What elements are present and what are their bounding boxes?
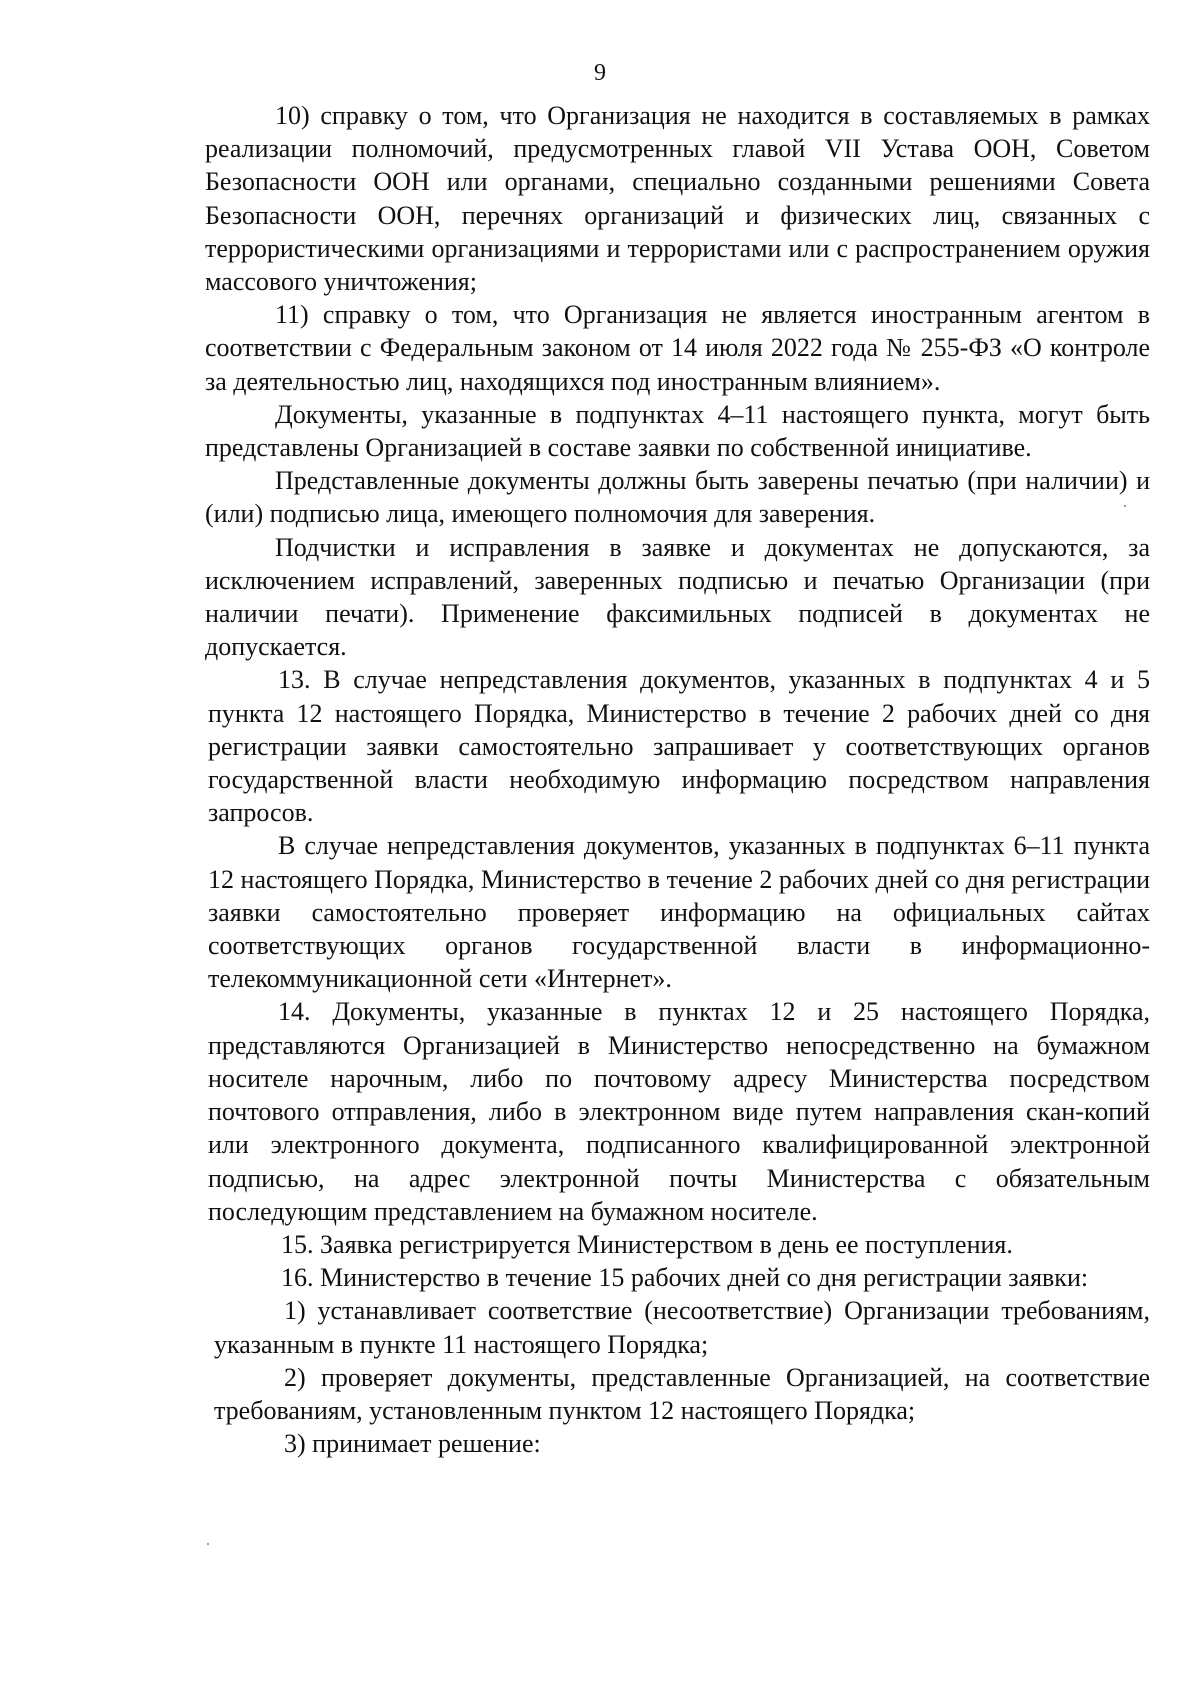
document-body xyxy=(205,99,1150,1460)
paragraph-documents-optional: Документы, указанные в подпунктах 4–11 настоящего пункта, могут быть представлены Организацией в составе заявки по собственной инициативе. xyxy=(205,399,1150,463)
scan-speck xyxy=(207,1543,209,1545)
paragraph-clause-15: 15. Заявка регистрируется Министерством в день ее поступления. xyxy=(281,1229,1013,1259)
paragraph-subitem-2: 2) проверяет документы, представленные Организацией, на соответствие требованиям, установленным пунктом 12 настоящего Порядка; xyxy=(214,1362,1150,1425)
paragraph-clause-14: 14. Документы, указанные в пунктах 12 и 25 настоящего Порядка, представляются Организацией в Министерство непосредственно на бумажном носителе нарочным, либо по почтовому адресу Министерства посредством почтового отправления, либо в электронном виде путем направления скан-копий или электронного документа, подписанного квалифицированной электронной подписью, на адрес электронной почты Министерства с обязательным последующим представлением на бумажном носителе. xyxy=(208,997,1150,1226)
paragraph-clause-13: 13. В случае непредставления документов, указанных в подпунктах 4 и 5 пункта 12 настоящего Порядка, Министерство в течение 2 рабочих дней со дня регистрации заявки самостоятельно запрашивает у соответствующих органов государственной власти необходимую информацию посредством направления запросов. xyxy=(208,665,1150,828)
paragraph-certification: Представленные документы должны быть заверены печатью (при наличии) и (или) подписью лица, имеющего полномочия для заверения. xyxy=(205,466,1150,529)
paragraph-item-11: 11) справку о том, что Организация не является иностранным агентом в соответствии с Федеральным законом от 14 июля 2022 года № 255-ФЗ «О контроле за деятельностью лиц, находящихся под иностранным влиянием». xyxy=(205,300,1150,396)
paragraph-subitem-3: 3) принимает решение: xyxy=(284,1429,541,1459)
paragraph-corrections: Подчистки и исправления в заявке и документах не допускаются, за исключением исправлений, заверенных подписью и печатью Организации (при наличии печати). Применение факсимильных подписей в документах не допускается. xyxy=(205,532,1150,662)
scan-speck xyxy=(1124,505,1126,507)
paragraph-clause-13-continued: В случае непредставления документов, указанных в подпунктах 6–11 пункта 12 настоящего Порядка, Министерство в течение 2 рабочих дней со дня регистрации заявки самостоятельно проверяет информацию на официальных сайтах соответствующих органов государственной власти в информационно-телекоммуникационной сети «Интернет». xyxy=(208,831,1150,994)
paragraph-item-10: 10) справку о том, что Организация не находится в составляемых в рамках реализации полномочий, предусмотренных главой VII Устава ООН, Советом Безопасности ООН или органами, специально созданными решениями Совета Безопасности ООН, перечнях организаций и физических лиц, связанных с террористическими организациями и террористами или с распространением оружия массового уничтожения; xyxy=(205,101,1150,297)
paragraph-subitem-1: 1) устанавливает соответствие (несоответствие) Организации требованиям, указанным в пункте 11 настоящего Порядка; xyxy=(214,1296,1150,1359)
page-number: 9 xyxy=(594,60,606,86)
paragraph-clause-16: 16. Министерство в течение 15 рабочих дней со дня регистрации заявки: xyxy=(281,1263,1089,1293)
